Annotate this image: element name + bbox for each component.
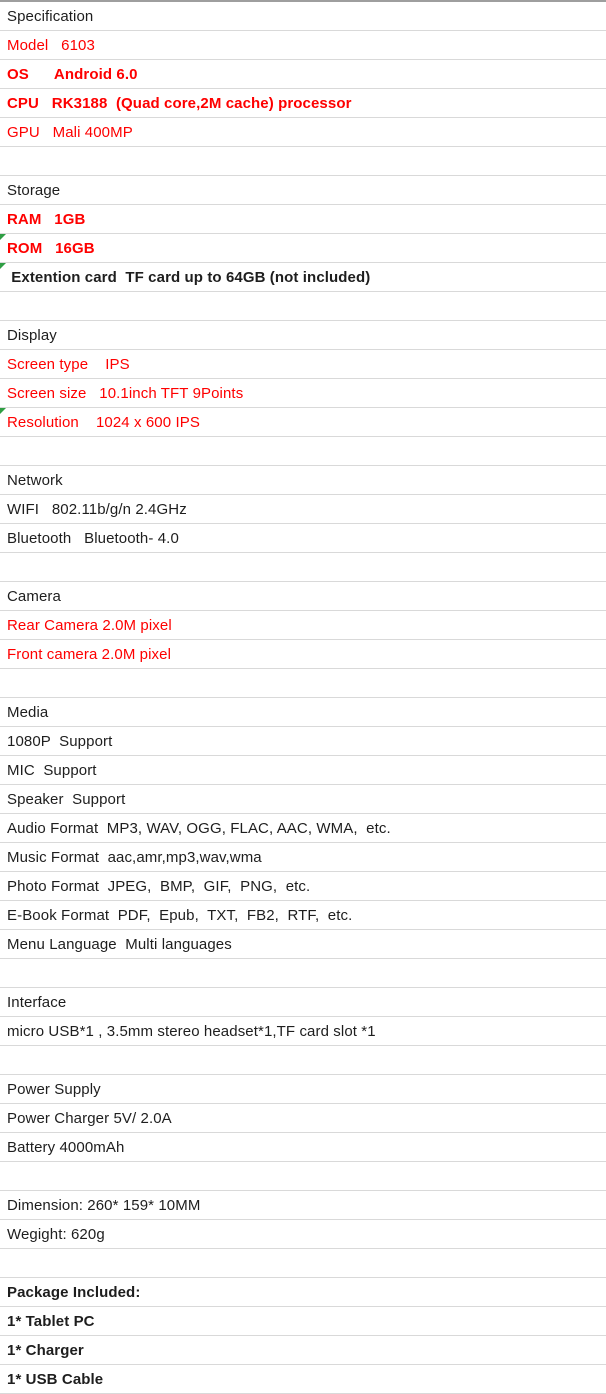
spec-row-text: Screen size 10.1inch TFT 9Points — [7, 384, 244, 402]
spec-row-empty — [0, 147, 606, 176]
spec-row-text: Dimension: 260* 159* 10MM — [7, 1196, 201, 1214]
spec-row — [0, 698, 606, 727]
spec-row — [0, 408, 606, 437]
spec-row-text: E-Book Format PDF, Epub, TXT, FB2, RTF, etc. — [7, 906, 353, 924]
spec-row — [0, 988, 606, 1017]
spec-row-text: MIC Support — [7, 761, 97, 779]
spec-row-text: Photo Format JPEG, BMP, GIF, PNG, etc. — [7, 877, 311, 895]
spec-row — [0, 205, 606, 234]
spec-row-text: 1080P Support — [7, 732, 113, 750]
spec-row-text: Resolution 1024 x 600 IPS — [7, 413, 200, 431]
spec-row-empty — [0, 669, 606, 698]
spec-row-empty — [0, 437, 606, 466]
spec-row-text: CPU RK3188 (Quad core,2M cache) processor — [7, 94, 352, 112]
spec-row — [0, 640, 606, 669]
spec-row-text: Extention card TF card up to 64GB (not included) — [7, 268, 371, 286]
cell-error-marker-icon — [0, 234, 6, 240]
spec-row-empty — [0, 553, 606, 582]
spec-row — [0, 1307, 606, 1336]
spec-row-text: Interface — [7, 993, 67, 1011]
spec-row — [0, 1365, 606, 1394]
spec-row-text: Package Included: — [7, 1283, 141, 1301]
spec-row — [0, 2, 606, 31]
spec-row-text: Bluetooth Bluetooth- 4.0 — [7, 529, 179, 547]
spec-row-text: Specification — [7, 7, 94, 25]
spec-row — [0, 263, 606, 292]
spec-row-text: Display — [7, 326, 57, 344]
spec-row-text: Speaker Support — [7, 790, 126, 808]
spec-row — [0, 930, 606, 959]
spec-row — [0, 843, 606, 872]
spec-row-text: OS Android 6.0 — [7, 65, 138, 83]
spec-row-text: Power Charger 5V/ 2.0A — [7, 1109, 172, 1127]
spec-row-text: micro USB*1 , 3.5mm stereo headset*1,TF card slot *1 — [7, 1022, 376, 1040]
spec-row-text: Media — [7, 703, 49, 721]
spec-row — [0, 814, 606, 843]
spec-row — [0, 727, 606, 756]
spec-row — [0, 89, 606, 118]
spec-row — [0, 60, 606, 89]
spec-row-empty — [0, 292, 606, 321]
spec-row-text: 1* Charger — [7, 1341, 84, 1359]
spec-row-text: Wegight: 620g — [7, 1225, 105, 1243]
spec-row — [0, 495, 606, 524]
spec-row — [0, 1133, 606, 1162]
spec-row-empty — [0, 1046, 606, 1075]
cell-error-marker-icon — [0, 408, 6, 414]
spec-row — [0, 1336, 606, 1365]
spec-row-text: Camera — [7, 587, 61, 605]
spec-row — [0, 118, 606, 147]
spec-row — [0, 1278, 606, 1307]
spec-row-text: Model 6103 — [7, 36, 95, 54]
spec-row-text: Music Format aac,amr,mp3,wav,wma — [7, 848, 262, 866]
spec-row — [0, 379, 606, 408]
spec-row-text: GPU Mali 400MP — [7, 123, 133, 141]
spec-row-text: Screen type IPS — [7, 355, 130, 373]
spec-row — [0, 1075, 606, 1104]
spec-row-empty — [0, 1249, 606, 1278]
spec-row-text: Menu Language Multi languages — [7, 935, 232, 953]
spec-row-text: Storage — [7, 181, 61, 199]
spec-row — [0, 872, 606, 901]
spec-row — [0, 466, 606, 495]
spec-row — [0, 785, 606, 814]
spec-row-text: RAM 1GB — [7, 210, 86, 228]
spec-row — [0, 350, 606, 379]
spec-row-text: Audio Format MP3, WAV, OGG, FLAC, AAC, WMA, etc. — [7, 819, 391, 837]
spec-row-text: Battery 4000mAh — [7, 1138, 125, 1156]
spec-row-text: Rear Camera 2.0M pixel — [7, 616, 172, 634]
spec-row — [0, 1017, 606, 1046]
spec-row — [0, 1220, 606, 1249]
spec-row — [0, 176, 606, 205]
spec-row — [0, 234, 606, 263]
spec-row-empty — [0, 959, 606, 988]
spec-row — [0, 31, 606, 60]
spec-row — [0, 582, 606, 611]
spec-row — [0, 524, 606, 553]
spec-row-text: ROM 16GB — [7, 239, 95, 257]
spec-row-empty — [0, 1162, 606, 1191]
spec-row-text: Front camera 2.0M pixel — [7, 645, 172, 663]
spec-row-text: Power Supply — [7, 1080, 101, 1098]
spec-row — [0, 611, 606, 640]
spec-row — [0, 756, 606, 785]
spec-row-text: 1* Tablet PC — [7, 1312, 95, 1330]
spec-row-text: Network — [7, 471, 63, 489]
spec-row — [0, 1191, 606, 1220]
cell-error-marker-icon — [0, 263, 6, 269]
spec-row — [0, 901, 606, 930]
spec-row — [0, 321, 606, 350]
spec-row-text: WIFI 802.11b/g/n 2.4GHz — [7, 500, 187, 518]
spec-row-text: 1* USB Cable — [7, 1370, 104, 1388]
spec-row — [0, 1104, 606, 1133]
